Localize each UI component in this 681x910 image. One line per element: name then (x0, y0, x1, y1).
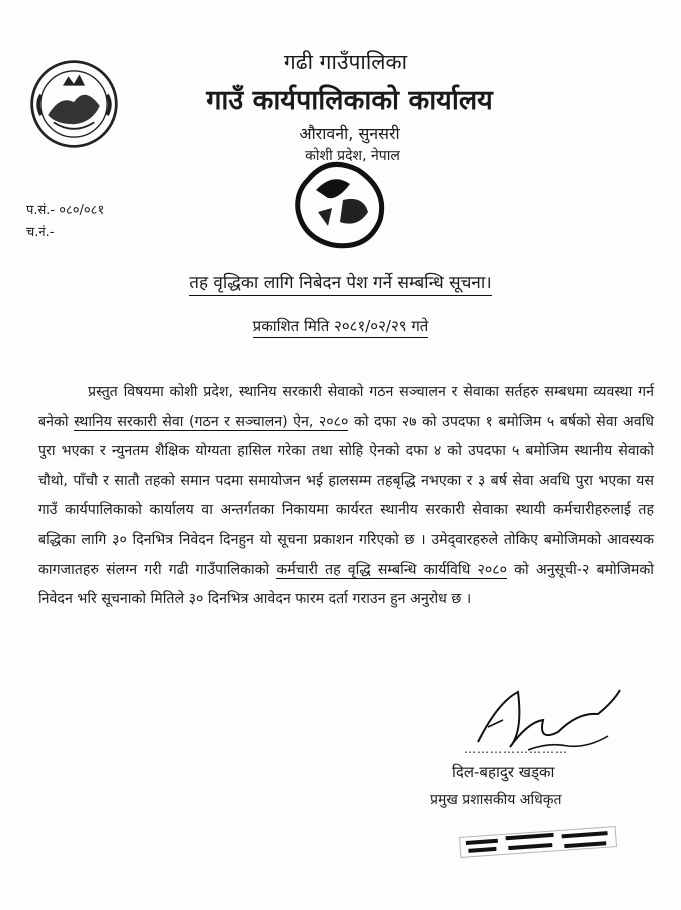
office-province: कोशी प्रदेश, नेपाल (305, 148, 400, 164)
officer-designation: प्रमुख प्रशासकीय अधिकृत (430, 792, 562, 808)
body-part-1: प्रस्तुत विषयमा कोशी प्रदेश, स्थानिय सरकारी सेवाको गठन सञ्चालन र सेवाका सर्तहरु सम्बधमा व्यवस्था गर्न बनेको (38, 384, 654, 430)
office-address: औरावनी, सुनसरी (299, 124, 400, 143)
publication-date (0, 316, 681, 336)
officer-name: दिल-बहादुर खड्का (452, 763, 555, 781)
signature-line: …………………… (464, 742, 568, 756)
office-name: गाउँ कार्यपालिकाको कार्यालय (206, 85, 493, 116)
dispatch-number: च.नं.- (26, 225, 55, 240)
body-part-2: को दफा २७ को उपदफा १ बमोजिम ५ बर्षको सेवा अवधि पुरा भएका र न्युनतम शैक्षिक योग्यता हासिल गरेका तथा सोहि ऐनको दफा ४ को उपदफा ५ बमोजिम स्थानीय सेवाको चौथो, पाँचौ र सातौ तहको समान पदमा समायोजन भई हालसम्म तहबृद्धि नभएका र ३ बर्ष सेवा अवधि पुरा भएका यस गाउँ कार्यपालिकाको कार्यालय वा अन्तर्गतका निकायमा कार्यरत स्थानीय सरकारी सेवाका स्थायी कर्मचारीहरुलाई तह बद्धिका लागि ३० दिनभित्र निवेदन दिनहुन यो सूचना प्रकाशन गरिएको छ । उमेद्‌वारहरुले तोकिए बमोजिमको आवस्यक कागजातहरु संलग्न गरी गढी गाउँपालिकाको (38, 413, 654, 578)
office-stamp-icon (288, 150, 398, 255)
notice-body (38, 378, 654, 615)
reference-number: प.सं.- ०८०/०८१ (26, 203, 105, 218)
notice-title-text: तह वृद्धिका लागि निबेदन पेश गर्ने सम्बन्धि सूचना। (189, 273, 491, 296)
procedure-reference: कर्मचारी तह वृद्धि सम्बन्धि कार्यविधि २०८० (276, 561, 507, 578)
act-reference: स्थानिय सरकारी सेवा (गठन र सञ्चालन) ऐन, २०८० (74, 413, 349, 430)
body-part-3: को अनुसूची-२ बमोजिमको निवेदन भरि सूचनाको मितिले ३० दिनभित्र आवेदन फारम दर्ता गराउन हुन अनुरोध छ । (38, 561, 654, 608)
designation-stamp-icon (457, 822, 619, 861)
municipality-name: गढी गाउँपालिका (283, 50, 408, 74)
notice-title (0, 270, 681, 293)
publication-date-text: प्रकाशित मिति २०८१/०२/२९ गते (253, 317, 429, 338)
